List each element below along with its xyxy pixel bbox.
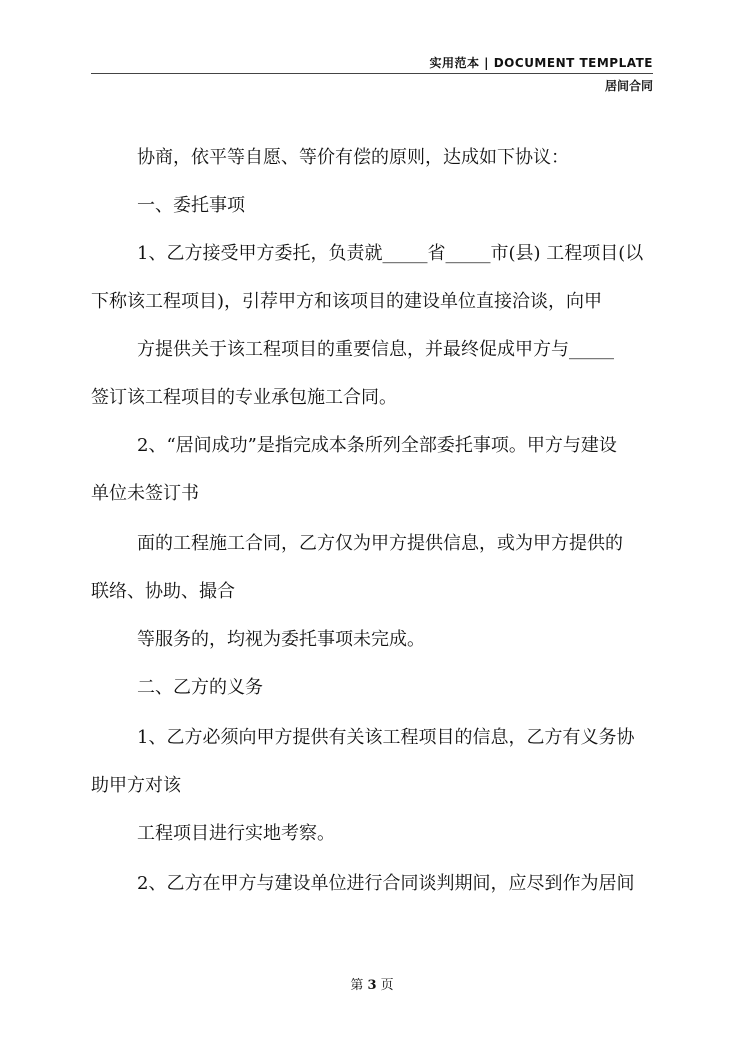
paragraph-line: 下称该工程项目)，引荐甲方和该项目的建设单位直接洽谈，向甲	[91, 291, 603, 312]
paragraph-line: 1、乙方必须向甲方提供有关该工程项目的信息，乙方有义务协	[137, 727, 635, 748]
paragraph-line: 签订该工程项目的专业承包施工合同。	[91, 387, 397, 408]
paragraph-line: 方提供关于该工程项目的重要信息，并最终促成甲方与_____	[137, 339, 614, 360]
page-number: 3	[367, 978, 377, 993]
section-heading: 一、委托事项	[137, 195, 245, 216]
section-heading: 二、乙方的义务	[137, 677, 263, 698]
header-subtitle: 居间合同	[604, 79, 653, 93]
paragraph-line: 工程项目进行实地考察。	[137, 823, 335, 844]
header-title: 实用范本 | DOCUMENT TEMPLATE	[429, 56, 653, 70]
page-label-suffix: 页	[380, 978, 394, 993]
header-divider	[91, 73, 653, 74]
paragraph-line: 等服务的，均视为委托事项未完成。	[137, 629, 425, 650]
paragraph-line: 面的工程施工合同，乙方仅为甲方提供信息，或为甲方提供的	[137, 533, 623, 554]
paragraph-line: 单位未签订书	[91, 483, 199, 504]
page-footer	[0, 974, 744, 993]
paragraph-line: 助甲方对该	[91, 775, 181, 796]
page-label-prefix: 第	[350, 978, 364, 993]
paragraph-line: 2、乙方在甲方与建设单位进行合同谈判期间，应尽到作为居间	[137, 873, 635, 894]
paragraph-line: 协商，依平等自愿、等价有偿的原则，达成如下协议：	[137, 147, 569, 168]
paragraph-line: 2、“居间成功”是指完成本条所列全部委托事项。甲方与建设	[137, 435, 617, 456]
paragraph-line: 联络、协助、撮合	[91, 581, 235, 602]
paragraph-line: 1、乙方接受甲方委托，负责就_____省_____市(县) 工程项目(以	[137, 243, 644, 264]
